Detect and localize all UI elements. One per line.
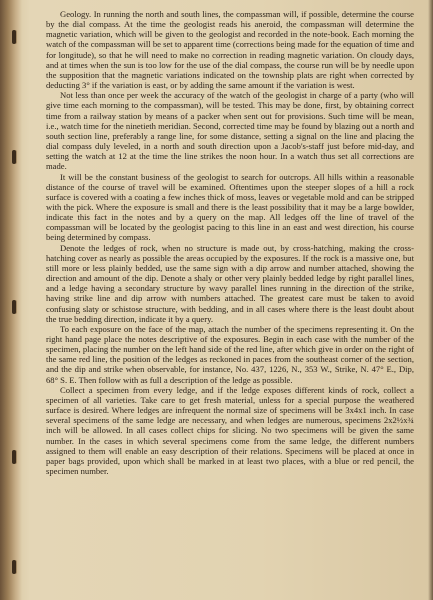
binding-stitch <box>12 560 16 574</box>
binding-stitch <box>12 300 16 314</box>
binding-stitch <box>12 30 16 44</box>
page-edge <box>428 0 433 600</box>
binding-stitch <box>12 150 16 164</box>
paragraph-ledge-notation: Denote the ledges of rock, when no structure is made out, by cross-hatching, making the cross-hatching cover as nearly as possible the areas occupied by the exposures. If the rock is a massive one, but still more or less plainly bedded, use the same sign with a dip arrow and number attached, showing the direction and amount of the dip. Denote a shaly or other very plainly bedded ledge by right parallel lines, and a ledge having a secondary structure by wavy parallel lines running in the direction of the strike, having strike line and dip arrow with numbers attached. The greatest care must be taken to avoid confusing slaty or schistose structure, with bedding, and in all cases where there is the least doubt about the true bedding direction, indicate it by a query. <box>46 242 414 324</box>
paragraph-outcrops: It will be the constant business of the geologist to search for outcrops. All hills within a reasonable distance of the course of travel will be examined. Oftentimes upon the steeper slopes of a hill a rock surface is covered with a coating a few inches thick of moss, leaves or vegetable mold and can be stripped with the pick. Where the exposure is small and there is the least possibility that it may be a large bowlder, indicate this fact in the notes and by a query on the map. All ledges off the line of travel of the compassman will be located by the geologist pacing to this line in an east and west direction, his course being determined by compass. <box>46 171 414 243</box>
paragraph-specimen-numbers: To each exposure on the face of the map, attach the number of the specimens representing it. On the right hand page place the notes descriptive of the exposures. Begin in each case with the number of the specimen, placing the number on the left hand side of the red line, after which give in order on the right of the same red line, the position of the ledges as reckoned in paces from the southeast corner of the section, and the dip and strike when observable, for instance, No. 437, 1226, N., 353 W., Strike, N. 47° E., Dip, 68° S. E. Then follow with as full a description of the ledge as possible. <box>46 323 414 385</box>
book-spine <box>0 0 22 600</box>
paragraph-watch-accuracy: Not less than once per week the accuracy of the watch of the geologist in charge of a party (who will give time each morning to the compassman), will be tested. This may be done, first, by obtaining correct time from a railway station by means of a packer when sent out for provisions. Such time will be mean, i.e., watch time for the ninetieth meridian. Second, corrected time may be found by blazing out a north and south section line, preferably a range line, for some distance, setting a signal on the line and placing the dial compass duly leveled, in a north and south direction upon a Jacob's-staff just before mid-day, and setting the watch at 12 at the time the line strikes the noon hour. In a watch thus set all corrections are made. <box>46 90 414 172</box>
page-text <box>46 9 414 476</box>
paragraph-specimen-collection: Collect a specimen from every ledge, and if the ledge exposes different kinds of rock, collect a specimen of all varieties. Take care to get fresh material, unless for a special purpose the weathered surface is desired. Where ledges are infrequent the normal size of specimens will be 3x4x1 inch. In case several specimens of the same ledge are necessary, and when ledges are numerous, specimens 2x2½x¾ inch will be allowed. In all cases collect chips for slicing. No two specimens will be given the same number. In the cases in which several specimens come from the same ledge, the different numbers assigned to them will enable an easy description of their relations. Specimens will be placed at once in paper bags provided, upon which shall be marked in at least two places, with a blue or red pencil, the specimen number. <box>46 384 414 477</box>
binding-stitch <box>12 450 16 464</box>
paragraph-geology: Geology. In running the north and south lines, the compassman will, if possible, determine the course by the dial compass. At the time the geologist reads his aneroid, the compassman will determine the magnetic variation, which will be given to the geologist and recorded in the note-book. Each morning the watch of the compassman will be set to apparent time (corrections being made for the equation of time and for longitude), so that he will need to make no correction in reading magnetic variation. On cloudy days, and at times when the sun is too low for the use of the dial compass, the course run will be by needle upon the supposition that the magnetic variations indicated on the township plats are right when corrected by deducting 3° if the variation is east, or by adding the same amount if the variation is west. <box>46 9 414 91</box>
